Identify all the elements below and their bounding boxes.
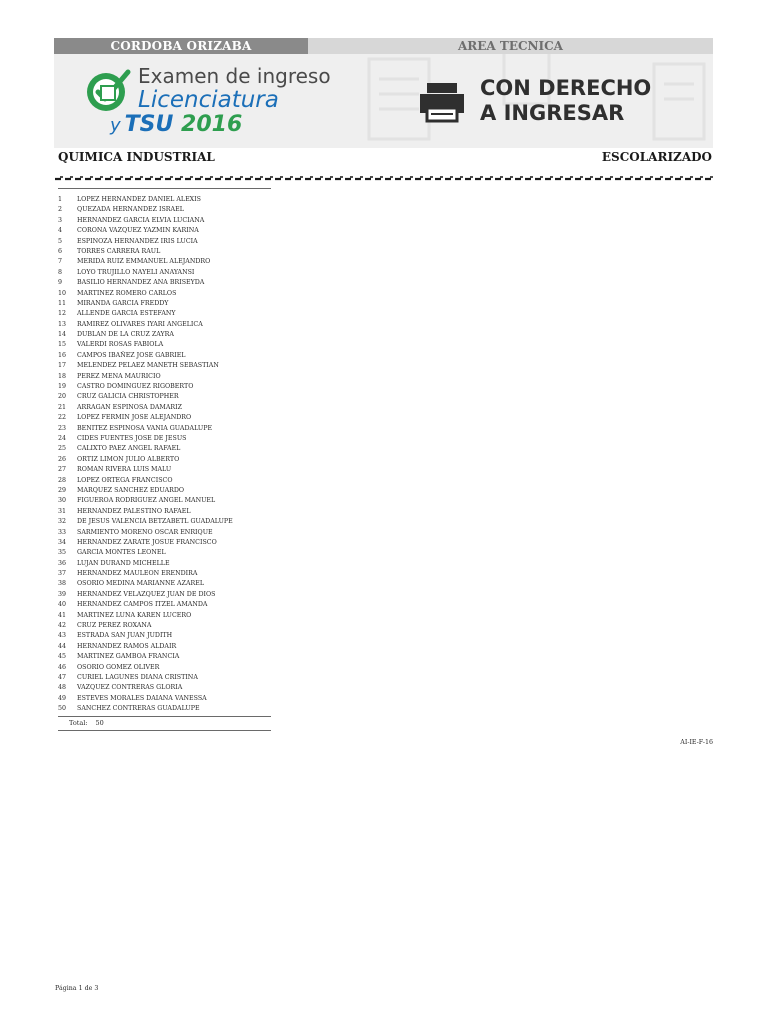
- printer-icon: [418, 81, 466, 123]
- area-name: AREA TECNICA: [308, 38, 713, 54]
- student-name: CIDES FUENTES JOSE DE JESUS: [77, 434, 187, 442]
- checkmark-logo-icon: [84, 66, 134, 112]
- student-number: 27: [58, 466, 67, 474]
- student-row: [58, 361, 298, 371]
- student-row: [58, 683, 298, 693]
- exam-title-y: y: [110, 115, 121, 136]
- student-row: [58, 299, 298, 309]
- student-number: 21: [58, 403, 67, 411]
- student-row: [58, 278, 298, 288]
- student-number: 36: [58, 559, 67, 567]
- student-number: 11: [58, 299, 67, 307]
- student-row: [58, 600, 298, 610]
- student-name: LUJAN DURAND MICHELLE: [77, 559, 170, 567]
- student-number: 8: [58, 268, 63, 276]
- exam-title-block: [110, 64, 331, 139]
- student-number: 13: [58, 320, 67, 328]
- student-name: ALLENDE GARCIA ESTEFANY: [77, 310, 176, 318]
- student-row: [58, 330, 298, 340]
- student-name: ESTEVES MORALES DAIANA VANESSA: [77, 694, 207, 702]
- list-bottom-rule: [58, 716, 271, 717]
- student-row: [58, 694, 298, 704]
- student-number: 29: [58, 486, 67, 494]
- student-row: [58, 247, 298, 257]
- student-name: CRUZ GALICIA CHRISTOPHER: [77, 393, 179, 401]
- student-number: 22: [58, 414, 67, 422]
- student-name: CAMPOS IBAÑEZ JOSE GABRIEL: [77, 351, 186, 359]
- student-name: MARTINEZ GAMBOA FRANCIA: [77, 653, 180, 661]
- student-number: 7: [58, 258, 63, 266]
- exam-title-year: 2016: [181, 112, 243, 137]
- total-row: [69, 719, 104, 727]
- student-number: 38: [58, 580, 67, 588]
- student-name: LOYO TRUJILLO NAYELI ANAYANSI: [77, 268, 195, 276]
- student-row: [58, 309, 298, 319]
- student-number: 14: [58, 331, 67, 339]
- student-row: [58, 320, 298, 330]
- student-number: 49: [58, 694, 67, 702]
- student-name: OSORIO MEDINA MARIANNE AZAREL: [77, 580, 205, 588]
- student-row: [58, 455, 298, 465]
- student-name: CALIXTO PAEZ ANGEL RAFAEL: [77, 445, 181, 453]
- student-number: 50: [58, 705, 67, 713]
- header-bar: [54, 38, 713, 54]
- student-name: ESPINOZA HERNANDEZ IRIS LUCIA: [77, 237, 198, 245]
- campus-name: CORDOBA ORIZABA: [54, 38, 308, 54]
- student-name: HERNANDEZ RAMOS ALDAIR: [77, 642, 177, 650]
- student-name: DE JESUS VALENCIA BETZABETL GUADALUPE: [77, 518, 233, 526]
- student-name: SANCHEZ CONTRERAS GUADALUPE: [77, 705, 200, 713]
- admission-status-line1: CON DERECHO: [480, 76, 652, 100]
- student-number: 31: [58, 507, 67, 515]
- student-number: 23: [58, 424, 67, 432]
- student-name: ORTIZ LIMON JULIO ALBERTO: [77, 455, 180, 463]
- total-label: Total:: [69, 719, 88, 727]
- student-row: [58, 424, 298, 434]
- student-name: TORRES CARRERA RAUL: [77, 247, 161, 255]
- exam-title-tsu: TSU: [124, 112, 174, 137]
- student-name: ROMAN RIVERA LUIS MALU: [77, 466, 172, 474]
- student-name: OSORIO GOMEZ OLIVER: [77, 663, 160, 671]
- program-name: QUIMICA INDUSTRIAL: [58, 150, 215, 164]
- student-number: 43: [58, 632, 67, 640]
- student-number: 9: [58, 279, 63, 287]
- student-row: [58, 486, 298, 496]
- student-row: [58, 444, 298, 454]
- student-row: [58, 372, 298, 382]
- student-list: [58, 195, 298, 715]
- student-name: MARTINEZ LUNA KAREN LUCERO: [77, 611, 192, 619]
- student-number: 24: [58, 434, 67, 442]
- student-number: 1: [58, 196, 63, 203]
- admission-status-text: [480, 76, 651, 126]
- dashed-divider: [55, 174, 714, 182]
- student-row: [58, 226, 298, 236]
- list-top-rule: [58, 188, 271, 189]
- student-name: CASTRO DOMINGUEZ RIGOBERTO: [77, 383, 194, 391]
- student-number: 16: [58, 351, 67, 359]
- student-number: 2: [58, 206, 63, 214]
- student-name: PEREZ MENA MAURICIO: [77, 372, 161, 380]
- student-row: [58, 195, 298, 205]
- student-name: HERNANDEZ CAMPOS ITZEL AMANDA: [77, 601, 208, 609]
- student-row: [58, 340, 298, 350]
- student-number: 40: [58, 601, 67, 609]
- student-number: 46: [58, 663, 67, 671]
- student-row: [58, 590, 298, 600]
- student-name: BENITEZ ESPINOSA VANIA GUADALUPE: [77, 424, 213, 432]
- student-number: 45: [58, 653, 67, 661]
- student-name: CORONA VAZQUEZ YAZMIN KARINA: [77, 227, 199, 235]
- student-name: CURIEL LAGUNES DIANA CRISTINA: [77, 673, 198, 681]
- student-name: MIRANDA GARCIA FREDDY: [77, 299, 169, 307]
- total-value: 50: [95, 719, 104, 727]
- student-number: 35: [58, 549, 67, 557]
- student-name: MELENDEZ PELAEZ MANETH SEBASTIAN: [77, 362, 219, 370]
- student-name: GARCIA MONTES LEONEL: [77, 549, 166, 557]
- total-bottom-rule: [58, 730, 271, 731]
- student-name: LOPEZ HERNANDEZ DANIEL ALEXIS: [77, 196, 201, 203]
- student-number: 25: [58, 445, 67, 453]
- student-number: 10: [58, 289, 67, 297]
- student-number: 19: [58, 383, 67, 391]
- student-name: RAMIREZ OLIVARES IYARI ANGELICA: [77, 320, 203, 328]
- admission-status-line2: A INGRESAR: [480, 101, 625, 125]
- student-row: [58, 476, 298, 486]
- student-number: 4: [58, 227, 63, 235]
- form-code: AI-IE-F-16: [680, 739, 713, 746]
- student-number: 48: [58, 684, 67, 692]
- student-name: VALERDI ROSAS FABIOLA: [77, 341, 164, 349]
- student-row: [58, 351, 298, 361]
- student-row: [58, 652, 298, 662]
- student-name: BASILIO HERNANDEZ ANA BRISEYDA: [77, 279, 205, 287]
- student-number: 33: [58, 528, 67, 536]
- exam-title-line2: Licenciatura: [138, 87, 279, 113]
- student-name: MARQUEZ SANCHEZ EDUARDO: [77, 486, 185, 494]
- student-number: 37: [58, 570, 67, 578]
- student-row: [58, 257, 298, 267]
- student-name: MERIDA RUIZ EMMANUEL ALEJANDRO: [77, 258, 211, 266]
- student-row: [58, 507, 298, 517]
- student-row: [58, 569, 298, 579]
- student-name: FIGUEROA RODRIGUEZ ANGEL MANUEL: [77, 497, 216, 505]
- student-row: [58, 704, 298, 714]
- student-number: 28: [58, 476, 67, 484]
- student-number: 32: [58, 518, 67, 526]
- modality-name: ESCOLARIZADO: [601, 150, 712, 164]
- student-row: [58, 548, 298, 558]
- student-number: 26: [58, 455, 67, 463]
- student-row: [58, 579, 298, 589]
- student-row: [58, 559, 298, 569]
- student-row: [58, 434, 298, 444]
- student-name: VAZQUEZ CONTRERAS GLORIA: [77, 684, 183, 692]
- student-row: [58, 465, 298, 475]
- student-number: 18: [58, 372, 67, 380]
- student-row: [58, 268, 298, 278]
- student-row: [58, 673, 298, 683]
- student-name: DUBLAN DE LA CRUZ ZAYRA: [77, 331, 174, 339]
- student-number: 47: [58, 673, 67, 681]
- student-number: 17: [58, 362, 67, 370]
- student-number: 42: [58, 622, 67, 630]
- student-name: HERNANDEZ GARCIA ELVIA LUCIANA: [77, 216, 205, 224]
- student-name: CRUZ PEREZ ROXANA: [77, 622, 152, 630]
- student-name: ARRAGAN ESPINOSA DAMARIZ: [77, 403, 183, 411]
- student-row: [58, 538, 298, 548]
- student-row: [58, 631, 298, 641]
- student-name: HERNANDEZ ZARATE JOSUE FRANCISCO: [77, 538, 217, 546]
- student-row: [58, 289, 298, 299]
- student-row: [58, 642, 298, 652]
- exam-title-line1: Examen de ingreso: [138, 64, 331, 88]
- student-name: SARMIENTO MORENO OSCAR ENRIQUE: [77, 528, 213, 536]
- student-name: LOPEZ FERMIN JOSE ALEJANDRO: [77, 414, 192, 422]
- student-name: HERNANDEZ PALESTINO RAFAEL: [77, 507, 191, 515]
- student-number: 3: [58, 216, 63, 224]
- student-row: [58, 403, 298, 413]
- student-number: 20: [58, 393, 67, 401]
- student-row: [58, 205, 298, 215]
- student-row: [58, 392, 298, 402]
- student-name: QUEZADA HERNANDEZ ISRAEL: [77, 206, 184, 214]
- student-number: 39: [58, 590, 67, 598]
- student-row: [58, 663, 298, 673]
- student-row: [58, 237, 298, 247]
- student-number: 44: [58, 642, 67, 650]
- student-row: [58, 496, 298, 506]
- student-number: 15: [58, 341, 67, 349]
- student-row: [58, 517, 298, 527]
- student-name: ESTRADA SAN JUAN JUDITH: [77, 632, 173, 640]
- student-row: [58, 611, 298, 621]
- student-number: 30: [58, 497, 67, 505]
- student-row: [58, 216, 298, 226]
- student-row: [58, 413, 298, 423]
- exam-banner: [54, 54, 713, 148]
- student-number: 41: [58, 611, 67, 619]
- student-name: HERNANDEZ VELAZQUEZ JUAN DE DIOS: [77, 590, 216, 598]
- student-number: 12: [58, 310, 67, 318]
- page-number: Página 1 de 3: [55, 985, 99, 992]
- student-row: [58, 621, 298, 631]
- student-row: [58, 528, 298, 538]
- student-number: 5: [58, 237, 63, 245]
- student-row: [58, 382, 298, 392]
- student-name: LOPEZ ORTEGA FRANCISCO: [77, 476, 173, 484]
- exam-title-line3: [110, 112, 331, 139]
- student-number: 6: [58, 247, 63, 255]
- student-number: 34: [58, 538, 67, 546]
- student-name: HERNANDEZ MAULEON ERENDIRA: [77, 570, 198, 578]
- student-name: MARTINEZ ROMERO CARLOS: [77, 289, 177, 297]
